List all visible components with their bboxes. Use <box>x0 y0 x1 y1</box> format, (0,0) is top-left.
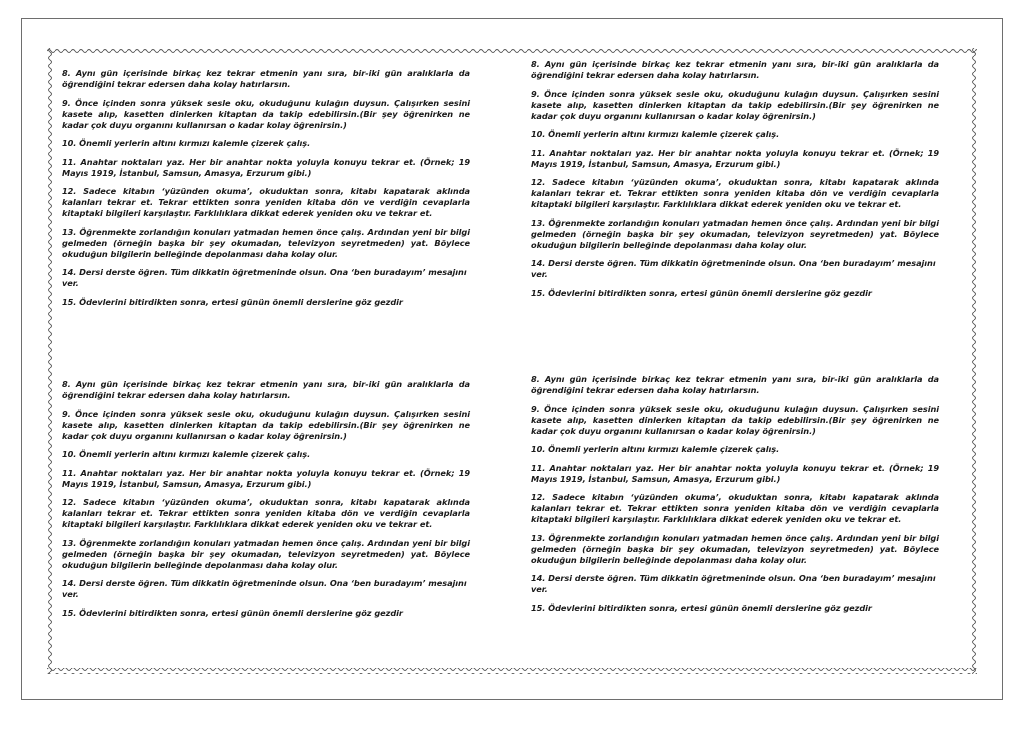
text-column-bottom-right <box>531 374 939 621</box>
tip-9: 9. Önce içinden sonra yüksek sesle oku, okuduğunu kulağın duysun. Çalışırken sesini kasete alıp, kasetten dinlerken kitaptan da takip edebilirsin.(Bir şey öğrenirken ne kadar çok duyu organını kullanırsan o kadar kolay öğrenirsin.) <box>62 97 470 130</box>
tip-13: 13. Öğrenmekte zorlandığın konuları yatmadan hemen önce çalış. Ardından yeni bir bilgi gelmeden (örneğin başka bir şey okumadan, televizyon seyretmeden) yat. Böylece okuduğun bilgilerin belleğinde depolanması daha kolay olur. <box>531 217 939 250</box>
tip-13: 13. Öğrenmekte zorlandığın konuları yatmadan hemen önce çalış. Ardından yeni bir bilgi gelmeden (örneğin başka bir şey okumadan, televizyon seyretmeden) yat. Böylece okuduğun bilgilerin belleğinde depolanması daha kolay olur. <box>531 532 939 565</box>
tip-15: 15. Ödevlerini bitirdikten sonra, ertesi günün önemli derslerine göz gezdir <box>62 607 403 618</box>
tip-11: 11. Anahtar noktaları yaz. Her bir anahtar nokta yoluyla konuyu tekrar et. (Örnek; 19 Mayıs 1919, İstanbul, Samsun, Amasya, Erzurum gibi.) <box>62 156 470 178</box>
tip-10: 10. Önemli yerlerin altını kırmızı kalemle çizerek çalış. <box>531 444 780 454</box>
tip-8: 8. Aynı gün içerisinde birkaç kez tekrar etmenin yanı sıra, bir-iki gün aralıklarla da öğrendiğini tekrar edersen daha kolay hatırlarsın. <box>531 59 939 80</box>
text-column-top-left <box>62 68 470 315</box>
tip-13: 13. Öğrenmekte zorlandığın konuları yatmadan hemen önce çalış. Ardından yeni bir bilgi gelmeden (örneğin başka bir şey okumadan, televizyon seyretmeden) yat. Böylece okuduğun bilgilerin belleğinde depolanması daha kolay olur. <box>62 226 470 259</box>
tip-10: 10. Önemli yerlerin altını kırmızı kalemle çizerek çalış. <box>531 129 780 139</box>
tip-15: 15. Ödevlerini bitirdikten sonra, ertesi günün önemli derslerine göz gezdir <box>531 287 872 298</box>
tip-10: 10. Önemli yerlerin altını kırmızı kalemle çizerek çalış. <box>62 138 311 148</box>
text-column-top-right <box>531 59 939 306</box>
tip-13: 13. Öğrenmekte zorlandığın konuları yatmadan hemen önce çalış. Ardından yeni bir bilgi gelmeden (örneğin başka bir şey okumadan, televizyon seyretmeden) yat. Böylece okuduğun bilgilerin belleğinde depolanması daha kolay olur. <box>62 537 470 570</box>
tip-9: 9. Önce içinden sonra yüksek sesle oku, okuduğunu kulağın duysun. Çalışırken sesini kasete alıp, kasetten dinlerken kitaptan da takip edebilirsin.(Bir şey öğrenirken ne kadar çok duyu organını kullanırsan o kadar kolay öğrenirsin.) <box>531 403 939 436</box>
tip-15: 15. Ödevlerini bitirdikten sonra, ertesi günün önemli derslerine göz gezdir <box>62 296 403 307</box>
tip-12: 12. Sadece kitabın ‘yüzünden okuma’, okuduktan sonra, kitabı kapatarak aklında kalanları tekrar et. Tekrar ettikten sonra yeniden kitaba dön ve verdiğin cevaplarla kitaptaki bilgileri karşılaştır. Farklılıklara dikkat ederek yeniden oku ve tekrar et. <box>62 186 470 218</box>
tip-8: 8. Aynı gün içerisinde birkaç kez tekrar etmenin yanı sıra, bir-iki gün aralıklarla da öğrendiğini tekrar edersen daha kolay hatırlarsın. <box>62 68 470 89</box>
tip-8: 8. Aynı gün içerisinde birkaç kez tekrar etmenin yanı sıra, bir-iki gün aralıklarla da öğrendiğini tekrar edersen daha kolay hatırlarsın. <box>531 374 939 395</box>
tip-9: 9. Önce içinden sonra yüksek sesle oku, okuduğunu kulağın duysun. Çalışırken sesini kasete alıp, kasetten dinlerken kitaptan da takip edebilirsin.(Bir şey öğrenirken ne kadar çok duyu organını kullanırsan o kadar kolay öğrenirsin.) <box>62 408 470 441</box>
tip-14: 14. Dersi derste öğren. Tüm dikkatin öğretmeninde olsun. Ona ‘ben buradayım’ mesajını ver. <box>531 258 936 279</box>
tip-11: 11. Anahtar noktaları yaz. Her bir anahtar nokta yoluyla konuyu tekrar et. (Örnek; 19 Mayıs 1919, İstanbul, Samsun, Amasya, Erzurum gibi.) <box>531 462 939 484</box>
tip-9: 9. Önce içinden sonra yüksek sesle oku, okuduğunu kulağın duysun. Çalışırken sesini kasete alıp, kasetten dinlerken kitaptan da takip edebilirsin.(Bir şey öğrenirken ne kadar çok duyu organını kullanırsan o kadar kolay öğrenirsin.) <box>531 88 939 121</box>
tip-11: 11. Anahtar noktaları yaz. Her bir anahtar nokta yoluyla konuyu tekrar et. (Örnek; 19 Mayıs 1919, İstanbul, Samsun, Amasya, Erzurum gibi.) <box>62 467 470 489</box>
tip-12: 12. Sadece kitabın ‘yüzünden okuma’, okuduktan sonra, kitabı kapatarak aklında kalanları tekrar et. Tekrar ettikten sonra yeniden kitaba dön ve verdiğin cevaplarla kitaptaki bilgileri karşılaştır. Farklılıklara dikkat ederek yeniden oku ve tekrar et. <box>62 497 470 529</box>
tip-15: 15. Ödevlerini bitirdikten sonra, ertesi günün önemli derslerine göz gezdir <box>531 602 872 613</box>
tip-12: 12. Sadece kitabın ‘yüzünden okuma’, okuduktan sonra, kitabı kapatarak aklında kalanları tekrar et. Tekrar ettikten sonra yeniden kitaba dön ve verdiğin cevaplarla kitaptaki bilgileri karşılaştır. Farklılıklara dikkat ederek yeniden oku ve tekrar et. <box>531 177 939 209</box>
tip-12: 12. Sadece kitabın ‘yüzünden okuma’, okuduktan sonra, kitabı kapatarak aklında kalanları tekrar et. Tekrar ettikten sonra yeniden kitaba dön ve verdiğin cevaplarla kitaptaki bilgileri karşılaştır. Farklılıklara dikkat ederek yeniden oku ve tekrar et. <box>531 492 939 524</box>
text-column-bottom-left <box>62 379 470 626</box>
tip-14: 14. Dersi derste öğren. Tüm dikkatin öğretmeninde olsun. Ona ‘ben buradayım’ mesajını ver. <box>531 573 936 594</box>
tip-10: 10. Önemli yerlerin altını kırmızı kalemle çizerek çalış. <box>62 449 311 459</box>
tip-11: 11. Anahtar noktaları yaz. Her bir anahtar nokta yoluyla konuyu tekrar et. (Örnek; 19 Mayıs 1919, İstanbul, Samsun, Amasya, Erzurum gibi.) <box>531 147 939 169</box>
tip-14: 14. Dersi derste öğren. Tüm dikkatin öğretmeninde olsun. Ona ‘ben buradayım’ mesajını ver. <box>62 267 467 288</box>
tip-14: 14. Dersi derste öğren. Tüm dikkatin öğretmeninde olsun. Ona ‘ben buradayım’ mesajını ver. <box>62 578 467 599</box>
tip-8: 8. Aynı gün içerisinde birkaç kez tekrar etmenin yanı sıra, bir-iki gün aralıklarla da öğrendiğini tekrar edersen daha kolay hatırlarsın. <box>62 379 470 400</box>
